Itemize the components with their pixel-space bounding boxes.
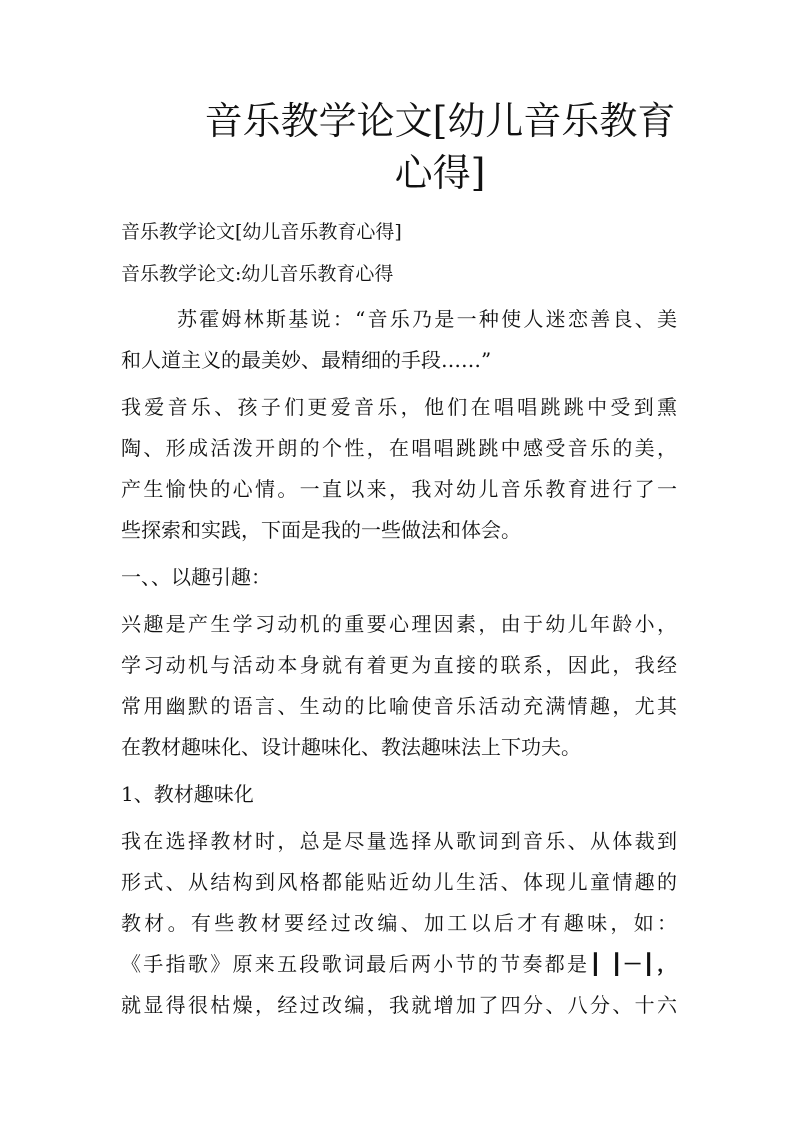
paragraph-2-line-4: 在教材趣味化、设计趣味化、教法趣味法上下功夫。 — [121, 735, 581, 759]
paragraph-1 — [121, 387, 677, 551]
title-line-1: 音乐教学论文[幼儿音乐教育 — [204, 99, 676, 143]
subtitle-1: 音乐教学论文[幼儿音乐教育心得] — [121, 221, 402, 243]
paragraph-3-line-3: 教材。有些教材要经过改编、加工以后才有趣味，如： — [121, 911, 677, 935]
paragraph-3-line-4-text: 《手指歌》原来五段歌词最后两小节的节奏都是 — [121, 952, 590, 976]
paragraph-2-line-2: 学习动机与活动本身就有着更为直接的联系，因此，我经 — [121, 653, 677, 677]
quote-paragraph — [121, 299, 677, 381]
paragraph-3 — [121, 821, 677, 1026]
document-body — [121, 215, 677, 1032]
paragraph-1-line-2: 陶、形成活泼开朗的个性，在唱唱跳跳中感受音乐的美， — [121, 436, 677, 460]
title-line-2: 心得] — [394, 151, 486, 195]
quote-line-1: 苏霍姆林斯基说：“音乐乃是一种使人迷恋善良、美 — [177, 307, 677, 331]
section-heading-1-text: 一、、以趣引趣： — [121, 565, 271, 589]
subsection-heading-1-text: 1、教材趣味化 — [121, 782, 254, 806]
document-title — [190, 95, 690, 199]
paragraph-3-line-2: 形式、从结构到风格都能贴近幼儿生活、体现儿童情趣的 — [121, 870, 677, 894]
paragraph-2-line-3: 常用幽默的语言、生动的比喻使音乐活动充满情趣，尤其 — [121, 694, 677, 718]
paragraph-1-line-4: 些探索和实践，下面是我的一些做法和体会。 — [121, 518, 521, 542]
subsection-heading-1 — [121, 774, 677, 815]
paragraph-3-line-1: 我在选择教材时，总是尽量选择从歌词到音乐、从体裁到 — [121, 829, 677, 853]
quote-line-2: 和人道主义的最美妙、最精细的手段……” — [121, 348, 492, 372]
paragraph-2 — [121, 604, 677, 768]
paragraph-1-line-3: 产生愉快的心情。一直以来，我对幼儿音乐教育进行了一 — [121, 477, 677, 501]
paragraph-3-line-4 — [121, 944, 677, 985]
paragraph-3-line-5: 就显得很枯燥，经过改编，我就增加了四分、八分、十六 — [121, 993, 677, 1017]
section-heading-1 — [121, 557, 677, 598]
paragraph-2-line-1: 兴趣是产生学习动机的重要心理因素，由于幼儿年龄小， — [121, 612, 677, 636]
subtitle-2: 音乐教学论文:幼儿音乐教育心得 — [121, 263, 394, 285]
rhythm-notation: ┃ ┃－┃， — [589, 952, 677, 976]
paragraph-1-line-1: 我爱音乐、孩子们更爱音乐，他们在唱唱跳跳中受到熏 — [121, 395, 677, 419]
